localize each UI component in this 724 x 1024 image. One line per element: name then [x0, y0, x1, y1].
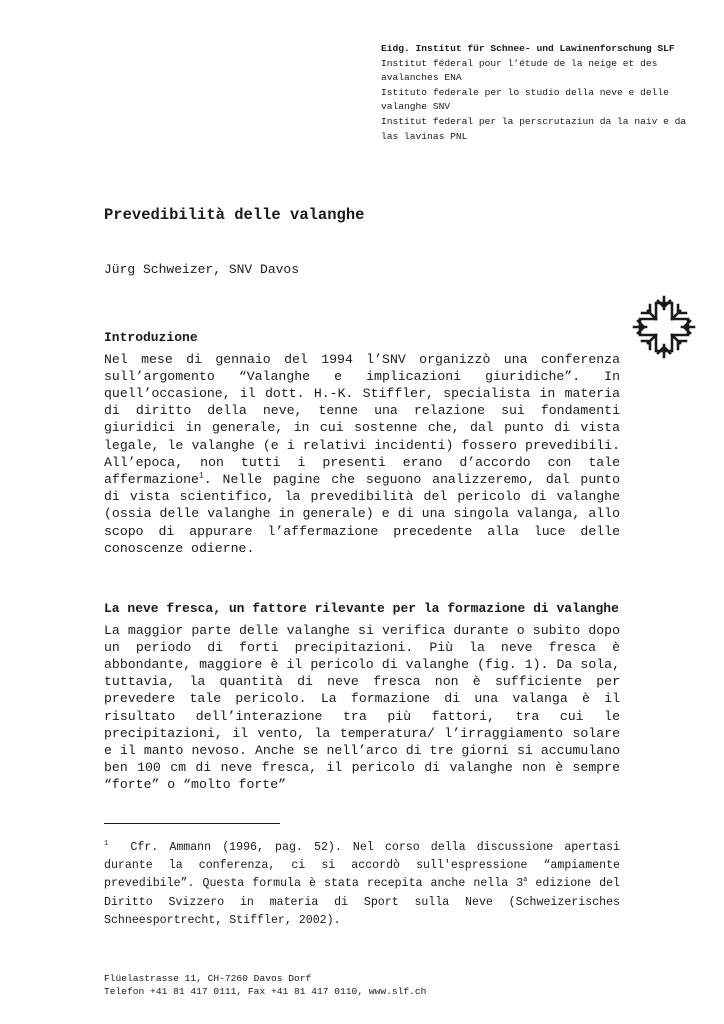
institution-header	[381, 42, 701, 144]
section-paragraph	[104, 351, 620, 557]
institution-name-rm-2: las lavinas PNL	[381, 130, 468, 142]
institution-name-it-1: Istituto federale per lo studio della neve e delle	[381, 86, 669, 98]
institution-name-it-2: valanghe SNV	[381, 101, 451, 113]
footnote	[104, 839, 620, 930]
paragraph-text: . Nelle pagine che seguono analizzeremo, dal punto di vista scientifico, la prevedibilità del pericolo di valanghe (ossia delle valanghe in generale) e di una singola valanga, allo scopo di appurare l’affermazione precedente alla luce delle conoscenze odierne.	[104, 471, 620, 556]
section-heading: La neve fresca, un fattore rilevante per la formazione di valanghe	[104, 601, 619, 616]
footnote-reference[interactable]: 1	[198, 471, 204, 481]
footnote-divider	[104, 823, 280, 824]
institution-name-rm-1: Institut federal per la perscrutaziun da la naiv e da	[381, 115, 687, 127]
document-title: Prevedibilità delle valanghe	[104, 206, 365, 224]
section-introduction	[104, 329, 620, 557]
footnote-text: edizione del Diritto Svizzero in materia di Sport sulla Neve (Schweizerisches Schneesportrecht, Stiffler, 2002).	[104, 877, 620, 927]
institution-name-fr-1: Institut féderal pour l’étude de la neige et des	[381, 57, 658, 69]
institution-name-fr-2: avalanches ENA	[381, 72, 462, 84]
slf-snowflake-cross-icon	[632, 295, 696, 359]
footer-address: Flüelastrasse 11, CH-7260 Davos Dorf	[104, 973, 312, 984]
paragraph-text: Nel mese di gennaio del 1994 l’SNV organizzò una conferenza sull’argomento “Valanghe e implicazioni giuridiche”. In quell’occasione, il dott. H.-K. Stiffler, specialista in materia di diritto della neve, tenne una relazione sui fondamenti giuridici in generale, in cui sostenne che, dal punto di vista legale, le valanghe (e i relativi incidenti) fossero prevedibili. All’epoca, non tutti i presenti erano d’accordo con tale affermazione	[104, 351, 620, 487]
footnote-text: Cfr. Ammann (1996, pag. 52). Nel corso della discussione apertasi durante la conferenza, ci si accordò sull'espressione “ampiamente prevedibile”. Questa formula è stata recepita anche nella 3	[104, 841, 620, 891]
section-fresh-snow	[104, 600, 620, 794]
footer-contact: Telefon +41 81 417 0111, Fax +41 81 417 0110, www.slf.ch	[104, 985, 427, 997]
section-paragraph: La maggior parte delle valanghe si verifica durante o subito dopo un periodo di forti precipitazioni. Più la neve fresca è abbondante, maggiore è il pericolo di valanghe (fig. 1). Da sola, tuttavia, la quantità di neve fresca non è sufficiente per prevedere tale pericolo. La formazione di una valanga è il risultato dell’interazione tra più fattori, tra cui le precipitazioni, il vento, la temperatura/ l’irraggiamento solare e il manto nevoso. Anche se nell’arco di tre giorni si accumulano ben 100 cm di neve fresca, il pericolo di valanghe non è sempre “forte” o “molto forte”	[104, 622, 620, 793]
footnote-number: 1	[104, 840, 109, 849]
section-heading: Introduzione	[104, 330, 198, 345]
document-author: Jürg Schweizer, SNV Davos	[104, 262, 300, 277]
footnote-superscript: a	[523, 876, 528, 885]
page-footer	[104, 973, 426, 998]
institution-name-de: Eidg. Institut für Schnee- und Lawinenforschung SLF	[381, 43, 675, 54]
